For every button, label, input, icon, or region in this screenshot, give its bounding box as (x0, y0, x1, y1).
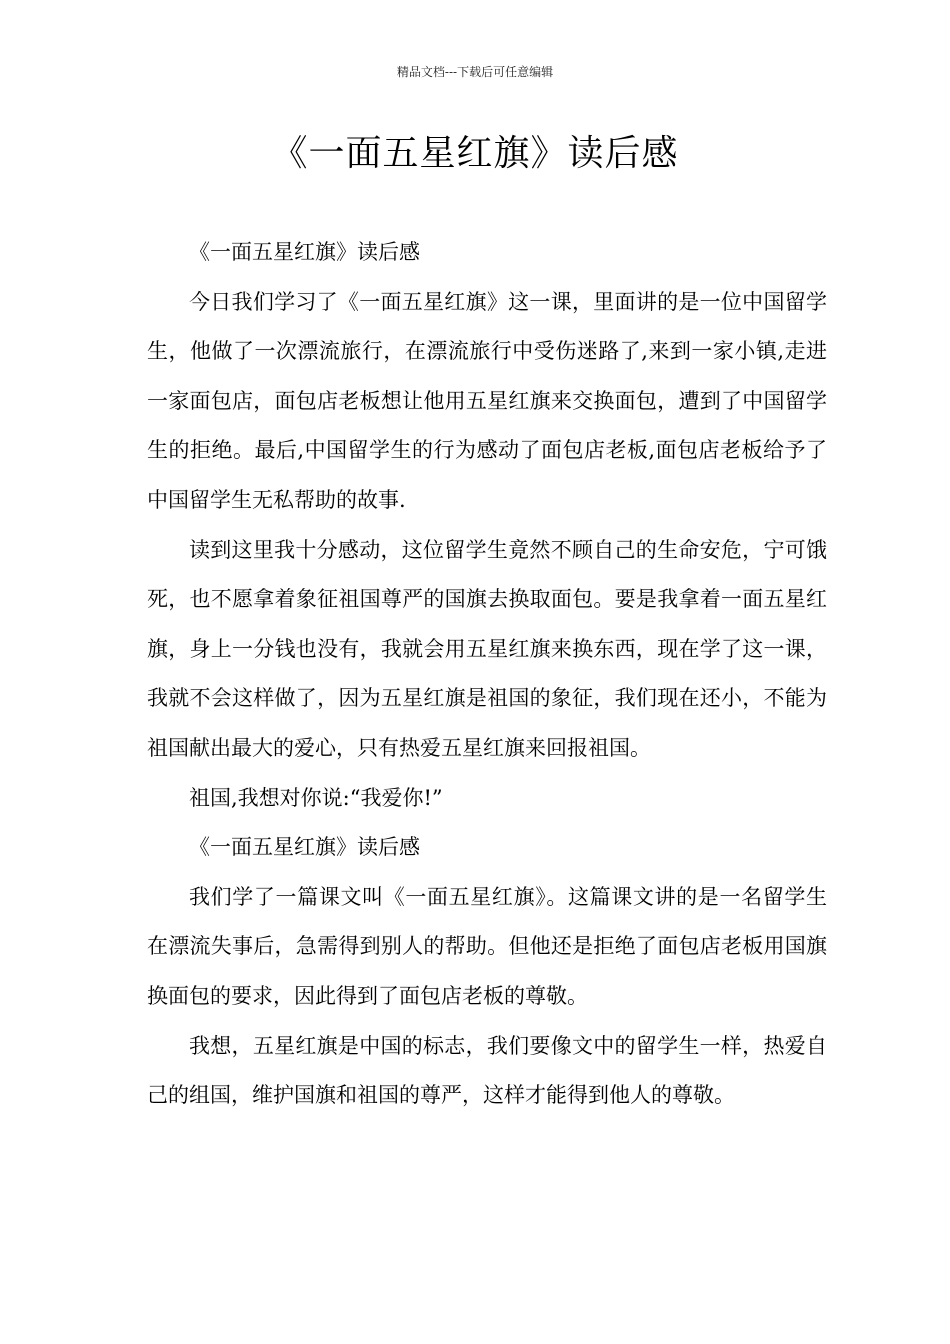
paragraph-1: 今日我们学习了《一面五星红旗》这一课，里面讲的是一位中国留学生，他做了一次漂流旅行，在漂流旅行中受伤迷路了,来到一家小镇,走进一家面包店，面包店老板想让他用五星红旗来交换面包，遭到了中国留学生的拒绝。最后,中国留学生的行为感动了面包店老板,面包店老板给予了中国留学生无私帮助的故事. (147, 289, 827, 512)
paragraph-4: 我们学了一篇课文叫《一面五星红旗》。这篇课文讲的是一名留学生在漂流失事后，急需得到别人的帮助。但他还是拒绝了面包店老板用国旗换面包的要求，因此得到了面包店老板的尊敬。 (147, 884, 827, 1008)
document-title: 《一面五星红旗》读后感 (271, 133, 679, 174)
paragraph-3: 祖国,我想对你说:“我爱你!” (189, 785, 443, 810)
paragraph-2: 读到这里我十分感动，这位留学生竟然不顾自己的生命安危，宁可饿死，也不愿拿着象征祖国尊严的国旗去换取面包。要是我拿着一面五星红旗，身上一分钱也没有，我就会用五星红旗来换东西，现在学了这一课，我就不会这样做了，因为五星红旗是祖国的象征，我们现在还小，不能为祖国献出最大的爱心，只有热爱五星红旗来回报祖国。 (147, 537, 827, 760)
paragraph-subtitle-2: 《一面五星红旗》读后感 (189, 835, 420, 860)
paragraph-subtitle-1: 《一面五星红旗》读后感 (189, 240, 420, 264)
page-header: 精品文档---下载后可任意编辑 (396, 65, 554, 79)
document-body (147, 228, 827, 1121)
paragraph-5: 我想，五星红旗是中国的标志，我们要像文中的留学生一样，热爱自己的组国，维护国旗和祖国的尊严，这样才能得到他人的尊敬。 (147, 1033, 827, 1108)
